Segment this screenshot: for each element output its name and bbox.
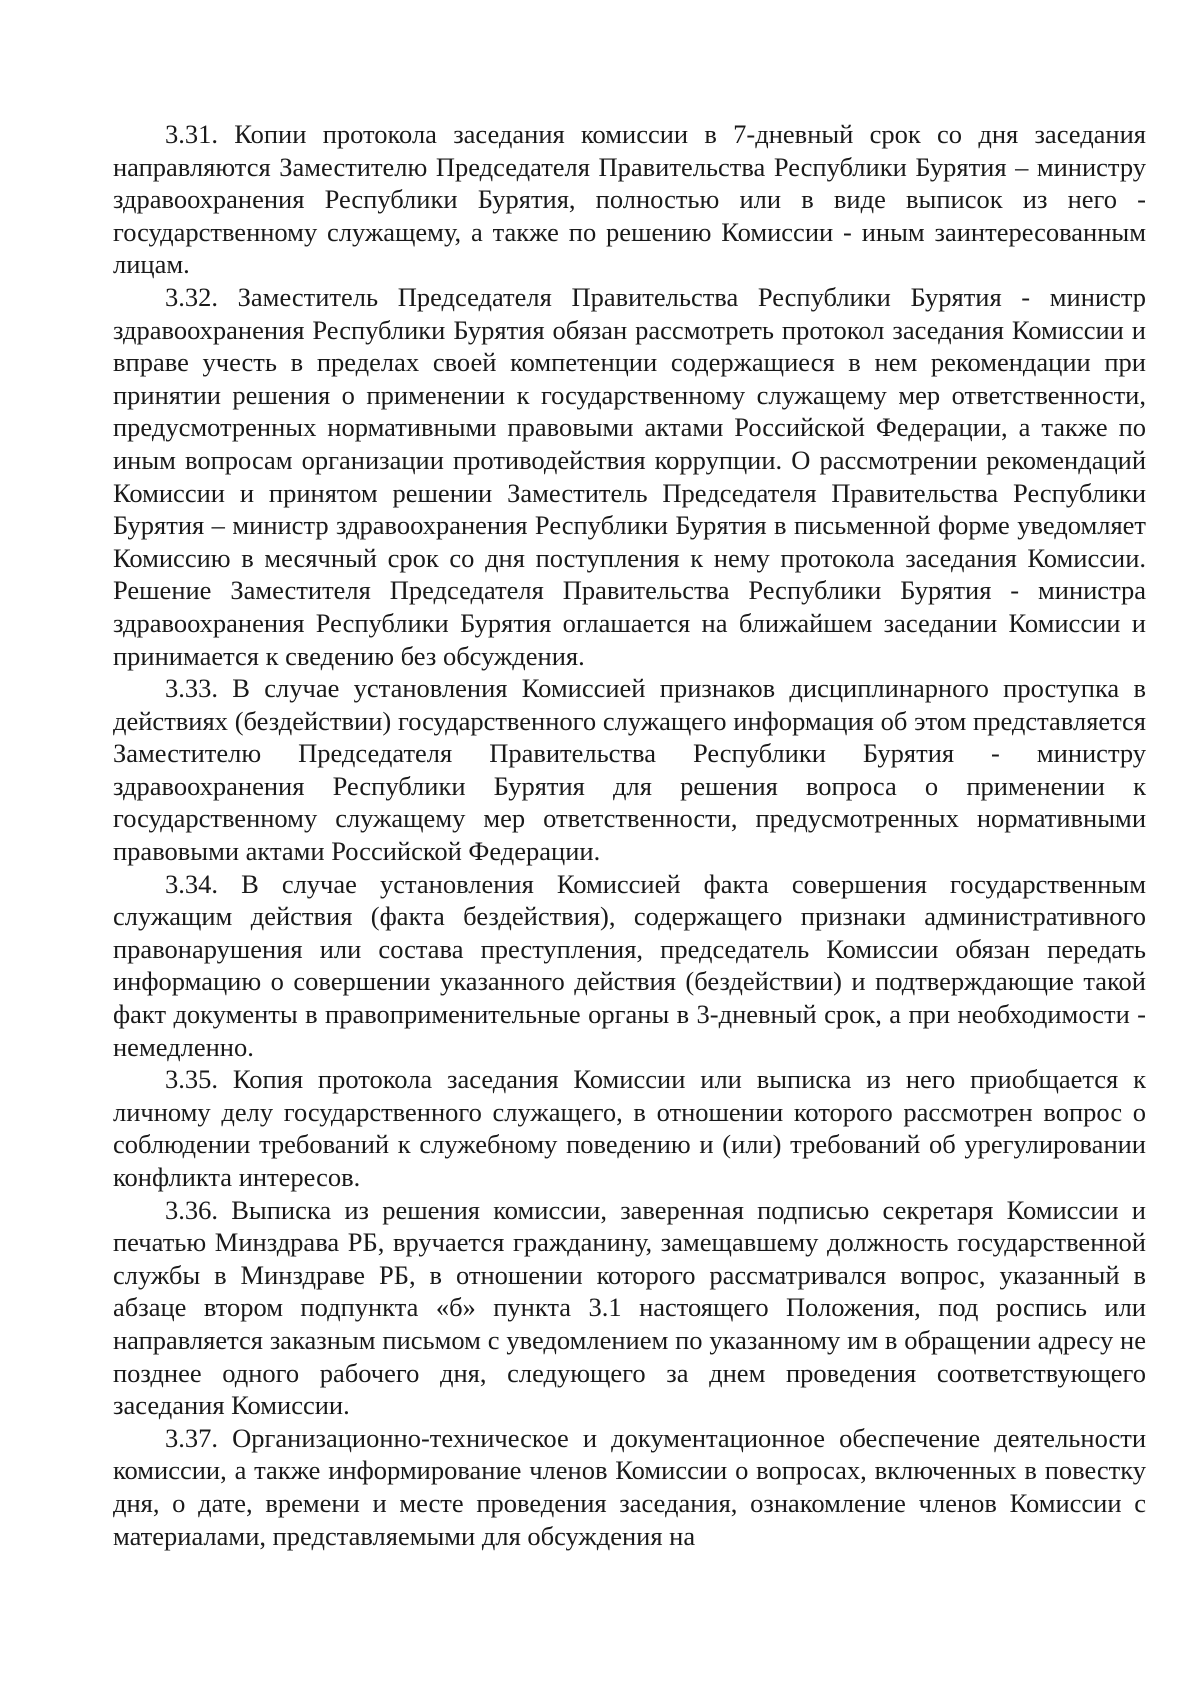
paragraph-3-36: 3.36. Выписка из решения комиссии, заверенная подписью секретаря Комиссии и печатью Минздрава РБ, вручается гражданину, замещавшему должность государственной службы в Минздраве РБ, в отношении которого рассматривался вопрос, указанный в абзаце втором подпункта «б» пункта 3.1 настоящего Положения, под роспись или направляется заказным письмом с уведомлением по указанному им в обращении адресу не позднее одного рабочего дня, следующего за днем проведения соответствующего заседания Комиссии. (113, 1194, 1146, 1421)
paragraph-3-33: 3.33. В случае установления Комиссией признаков дисциплинарного проступка в действиях (бездействии) государственного служащего информация об этом представляется Заместителю Председателя Правительства Республики Бурятия - министру здравоохранения Республики Бурятия для решения вопроса о применении к государственному служащему мер ответственности, предусмотренных нормативными правовыми актами Российской Федерации. (113, 673, 1146, 867)
document-page (113, 118, 1146, 1552)
paragraph-3-31: 3.31. Копии протокола заседания комиссии в 7-дневный срок со дня заседания направляются Заместителю Председателя Правительства Республики Бурятия – министру здравоохранения Республики Бурятия, полностью или в виде выписок из него - государственному служащему, а также по решению Комиссии - иным заинтересованным лицам. (113, 119, 1146, 280)
paragraph-3-35: 3.35. Копия протокола заседания Комиссии или выписка из него приобщается к личному делу государственного служащего, в отношении которого рассмотрен вопрос о соблюдении требований к служебному поведению и (или) требований об урегулировании конфликта интересов. (113, 1064, 1146, 1192)
paragraph-3-37: 3.37. Организационно-техническое и документационное обеспечение деятельности комиссии, а также информирование членов Комиссии о вопросах, включенных в повестку дня, о дате, времени и месте проведения заседания, ознакомление членов Комиссии с материалами, представляемыми для обсуждения на (113, 1422, 1146, 1551)
paragraph-3-32: 3.32. Заместитель Председателя Правительства Республики Бурятия - министр здравоохранения Республики Бурятия обязан рассмотреть протокол заседания Комиссии и вправе учесть в пределах своей компетенции содержащиеся в нем рекомендации при принятии решения о применении к государственному служащему мер ответственности, предусмотренных нормативными правовыми актами Российской Федерации, а также по иным вопросам организации противодействия коррупции. О рассмотрении рекомендаций Комиссии и принятом решении Заместитель Председателя Правительства Республики Бурятия – министр здравоохранения Республики Бурятия в письменной форме уведомляет Комиссию в месячный срок со дня поступления к нему протокола заседания Комиссии. Решение Заместителя Председателя Правительства Республики Бурятия - министра здравоохранения Республики Бурятия оглашается на ближайшем заседании Комиссии и принимается к сведению без обсуждения. (113, 281, 1146, 671)
paragraph-3-34: 3.34. В случае установления Комиссией факта совершения государственным служащим действия (факта бездействия), содержащего признаки административного правонарушения или состава преступления, председатель Комиссии обязан передать информацию о совершении указанного действия (бездействии) и подтверждающие такой факт документы в правоприменительные органы в 3-дневный срок, а при необходимости - немедленно. (113, 868, 1146, 1062)
